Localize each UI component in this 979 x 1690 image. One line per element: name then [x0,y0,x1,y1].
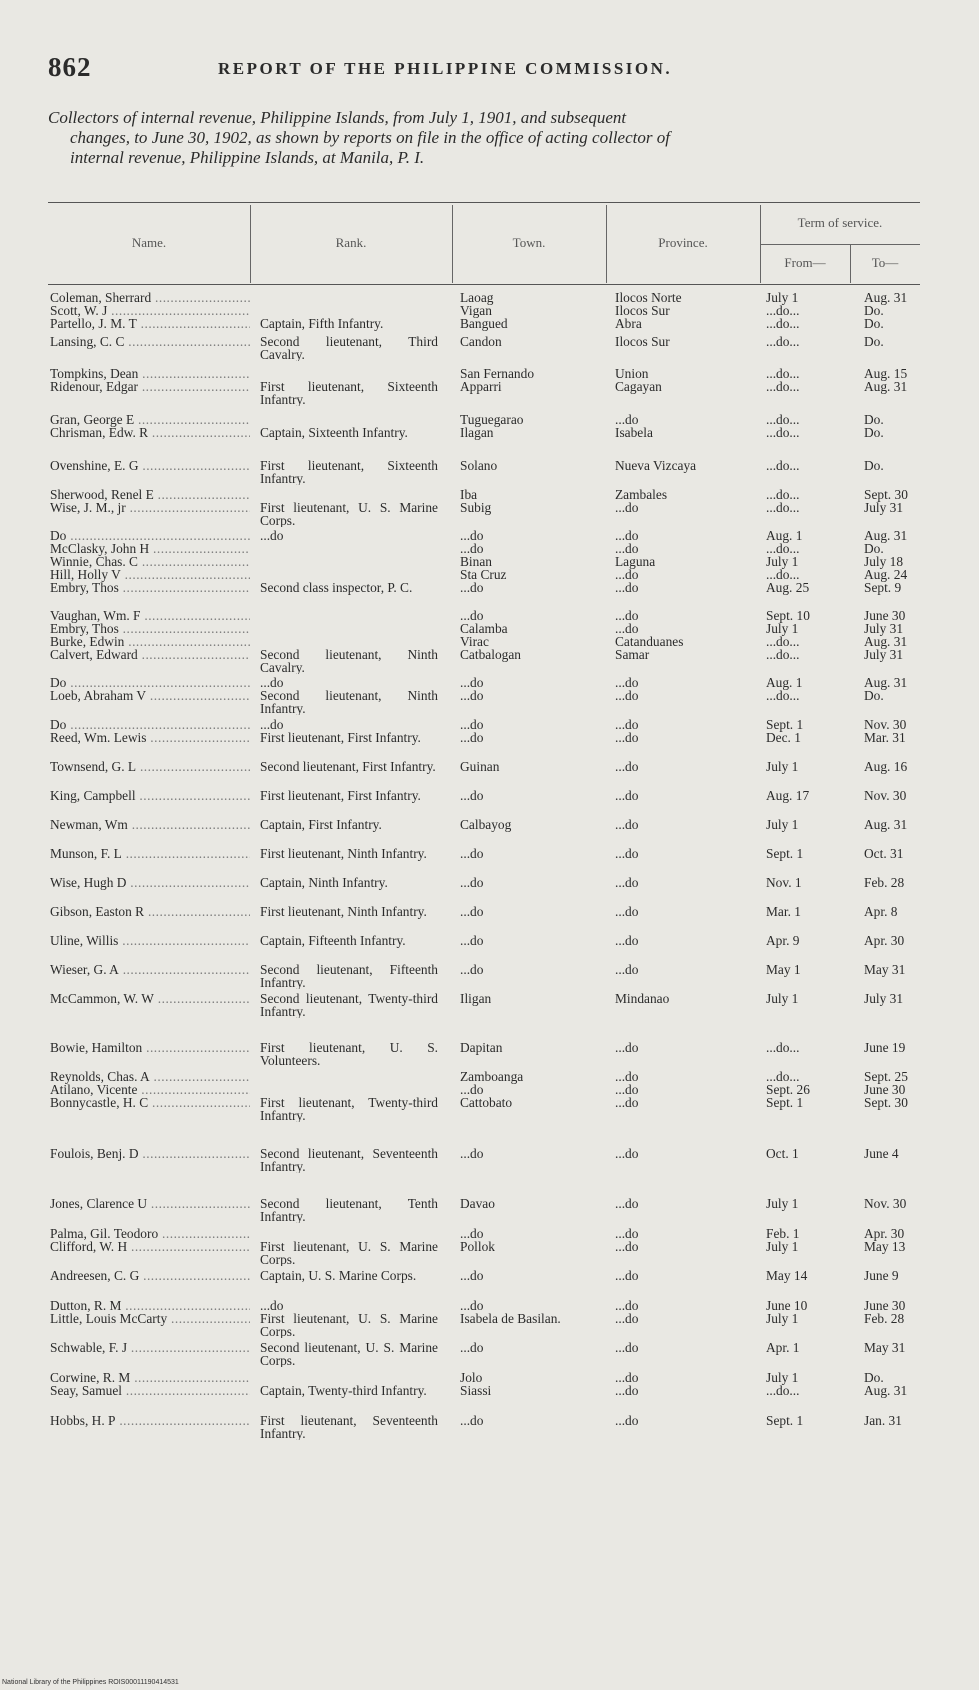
cell-town: ...do [460,1300,484,1313]
cell-rank: ...do [260,677,284,690]
cell-rank: Second lieutenant, Twenty-third Infantry. [260,993,438,1019]
cell-town: ...do [460,719,484,732]
cell-from: Sept. 26 [766,1084,810,1097]
cell-rank: First lieutenant, U. S. Volunteers. [260,1042,438,1068]
cell-province: ...do [615,502,639,515]
cell-name: Hill, Holly V ..... [50,569,250,582]
cell-province: Union [615,368,649,381]
cell-name: Newman, Wm ..... [50,819,250,832]
cell-province: ...do [615,761,639,774]
cell-name: Coleman, Sherrard ..... [50,292,250,305]
cell-to: Do. [864,318,884,331]
cell-from: ...do... [766,305,800,318]
cell-to: Sept. 25 [864,1071,908,1084]
cell-to: Do. [864,414,884,427]
cell-province: ...do [615,543,639,556]
cell-town: Laoag [460,292,494,305]
cell-province: Isabela [615,427,653,440]
col-name-header: Name. [131,235,167,250]
col-province-header: Province. [658,235,708,250]
cell-to: June 9 [864,1270,899,1283]
cell-name: Schwable, F. J ..... [50,1342,250,1355]
running-head: REPORT OF THE PHILIPPINE COMMISSION. [218,59,673,78]
cell-rank: Second lieutenant, Tenth Infantry. [260,1198,438,1224]
cell-from: July 1 [766,1313,799,1326]
cell-town: ...do [460,530,484,543]
cell-name: Hobbs, H. P ..... [50,1415,250,1428]
cell-to: July 31 [864,623,904,636]
cell-name: Winnie, Chas. C ..... [50,556,250,569]
cell-town: Candon [460,336,502,349]
cell-name: Clifford, W. H ..... [50,1241,250,1254]
cell-rank: Captain, U. S. Marine Corps. [260,1270,417,1283]
cell-from: Aug. 1 [766,530,803,543]
cell-province: ...do [615,935,639,948]
cell-province: Catanduanes [615,636,684,649]
cell-rank: ...do [260,530,284,543]
cell-name: Embry, Thos ..... [50,582,250,595]
cell-to: May 13 [864,1241,906,1254]
cell-from: ...do... [766,543,800,556]
cell-name: Loeb, Abraham V ..... [50,690,250,703]
cell-to: Apr. 30 [864,935,905,948]
cell-province: Cagayan [615,381,662,394]
cell-from: July 1 [766,1372,799,1385]
cell-to: Do. [864,427,884,440]
cell-name: Palma, Gil. Teodoro ..... [50,1228,250,1241]
cell-to: Do. [864,460,884,473]
cell-province: ...do [615,1198,639,1211]
cell-to: June 30 [864,1300,906,1313]
cell-from: Oct. 1 [766,1148,799,1161]
cell-province: ...do [615,1228,639,1241]
caption-line: Collectors of internal revenue, Philippine Islands, from July 1, 1901, and subsequent [48,108,627,127]
cell-town: Jolo [460,1372,483,1385]
cell-name: Do ..... [50,677,250,690]
cell-province: ...do [615,1097,639,1110]
cell-town: Tuguegarao [460,414,524,427]
cell-name: McCammon, W. W ..... [50,993,250,1006]
cell-province: ...do [615,1042,639,1055]
cell-rank: Captain, First Infantry. [260,819,382,832]
cell-from: ...do... [766,636,800,649]
cell-town: ...do [460,906,484,919]
cell-to: Jan. 31 [864,1415,902,1428]
cell-from: ...do... [766,318,800,331]
cell-from: Sept. 1 [766,848,804,861]
cell-rank: ...do [260,719,284,732]
cell-town: ...do [460,1270,484,1283]
cell-from: ...do... [766,1042,800,1055]
cell-from: Apr. 1 [766,1342,800,1355]
cell-from: July 1 [766,623,799,636]
cell-town: ...do [460,790,484,803]
cell-province: ...do [615,732,639,745]
cell-to: Aug. 31 [864,819,908,832]
cell-name: Bowie, Hamilton ..... [50,1042,250,1055]
cell-town: Ilagan [460,427,494,440]
cell-from: Sept. 1 [766,1097,804,1110]
cell-to: Sept. 30 [864,1097,908,1110]
cell-rank: First lieutenant, Sixteenth Infantry. [260,381,438,407]
cell-to: July 31 [864,502,904,515]
cell-town: Dapitan [460,1042,503,1055]
cell-town: Subig [460,502,492,515]
cell-town: Iba [460,489,478,502]
cell-from: ...do... [766,368,800,381]
cell-to: July 31 [864,993,904,1006]
cell-to: Aug. 31 [864,677,908,690]
cell-town: Zamboanga [460,1071,524,1084]
cell-from: ...do... [766,1385,800,1398]
cell-name: Chrisman, Edw. R ..... [50,427,250,440]
cell-province: Ilocos Sur [615,305,670,318]
cell-name: Bonnycastle, H. C ..... [50,1097,250,1110]
cell-name: Gibson, Easton R ..... [50,906,250,919]
cell-province: ...do [615,1313,639,1326]
cell-rank: First lieutenant, Sixteenth Infantry. [260,460,438,486]
cell-to: Sept. 9 [864,582,902,595]
cell-from: July 1 [766,819,799,832]
cell-town: Davao [460,1198,495,1211]
cell-name: Wise, Hugh D ..... [50,877,250,890]
cell-town: Sta Cruz [460,569,507,582]
cell-town: ...do [460,877,484,890]
cell-to: Mar. 31 [864,732,906,745]
cell-from: Apr. 9 [766,935,800,948]
cell-province: ...do [615,1241,639,1254]
cell-from: Nov. 1 [766,877,802,890]
cell-name: Do ..... [50,719,250,732]
cell-from: Sept. 1 [766,1415,804,1428]
cell-province: ...do [615,690,639,703]
cell-rank: First lieutenant, Ninth Infantry. [260,906,427,919]
cell-town: ...do [460,1084,484,1097]
cell-to: Aug. 31 [864,636,908,649]
cell-rank: First lieutenant, U. S. Marine Corps. [260,1241,438,1267]
cell-province: ...do [615,1270,639,1283]
cell-province: ...do [615,964,639,977]
cell-province: ...do [615,1372,639,1385]
cell-name: Partello, J. M. T ..... [50,318,250,331]
cell-province: ...do [615,1385,639,1398]
cell-from: July 1 [766,1198,799,1211]
cell-to: June 19 [864,1042,906,1055]
col-to-header: To— [871,255,899,270]
table-header-rule [48,284,920,285]
cell-town: ...do [460,610,484,623]
cell-rank: First lieutenant, First Infantry. [260,790,421,803]
cell-from: Aug. 17 [766,790,810,803]
cell-from: Feb. 1 [766,1228,800,1241]
cell-name: Reed, Wm. Lewis ..... [50,732,250,745]
cell-province: ...do [615,848,639,861]
cell-town: ...do [460,732,484,745]
cell-to: June 30 [864,610,906,623]
cell-province: ...do [615,414,639,427]
cell-to: July 31 [864,649,904,662]
cell-province: ...do [615,1084,639,1097]
cell-name: Uline, Willis ..... [50,935,250,948]
cell-to: Feb. 28 [864,1313,905,1326]
cell-town: Catbalogan [460,649,521,662]
cell-province: Samar [615,649,650,662]
cell-name: Munson, F. L ..... [50,848,250,861]
cell-to: Do. [864,305,884,318]
cell-province: Nueva Vizcaya [615,460,697,473]
cell-to: July 18 [864,556,904,569]
cell-town: Virac [460,636,489,649]
cell-town: ...do [460,543,484,556]
cell-from: ...do... [766,460,800,473]
cell-name: McClasky, John H ..... [50,543,250,556]
cell-to: Aug. 15 [864,368,908,381]
cell-to: Apr. 30 [864,1228,905,1241]
cell-from: May 14 [766,1270,808,1283]
cell-to: Do. [864,543,884,556]
cell-to: Nov. 30 [864,1198,907,1211]
cell-to: Aug. 31 [864,381,908,394]
cell-name: Little, Louis McCarty ..... [50,1313,250,1326]
cell-to: Do. [864,1372,884,1385]
cell-name: Calvert, Edward ..... [50,649,250,662]
table-header [48,205,920,283]
cell-rank: Captain, Fifth Infantry. [260,318,384,331]
cell-town: Pollok [460,1241,495,1254]
col-town-header: Town. [512,235,546,250]
table-top-rule [48,202,920,203]
cell-province: Ilocos Sur [615,336,670,349]
cell-province: ...do [615,790,639,803]
cell-name: Lansing, C. C ..... [50,336,250,349]
cell-town: ...do [460,1148,484,1161]
cell-rank: First lieutenant, First Infantry. [260,732,421,745]
cell-to: Sept. 30 [864,489,908,502]
cell-name: King, Campbell ..... [50,790,250,803]
cell-rank: Captain, Ninth Infantry. [260,877,388,890]
cell-rank: Second lieutenant, Third Cavalry. [260,336,438,362]
cell-rank: Second lieutenant, Seventeenth Infantry. [260,1148,438,1174]
cell-to: Aug. 16 [864,761,908,774]
cell-province: ...do [615,1415,639,1428]
cell-rank: First lieutenant, Seventeenth Infantry. [260,1415,438,1441]
cell-name: Seay, Samuel ..... [50,1385,250,1398]
cell-rank: Second lieutenant, U. S. Marine Corps. [260,1342,438,1368]
cell-from: July 1 [766,993,799,1006]
cell-name: Foulois, Benj. D ..... [50,1148,250,1161]
cell-town: Apparri [460,381,502,394]
cell-town: Siassi [460,1385,492,1398]
col-term-header: Term of service. [797,215,883,230]
cell-town: Iligan [460,993,492,1006]
cell-province: ...do [615,569,639,582]
cell-rank: Second lieutenant, Ninth Cavalry. [260,649,438,675]
cell-from: ...do... [766,414,800,427]
cell-name: Burke, Edwin ..... [50,636,250,649]
cell-name: Tompkins, Dean ..... [50,368,250,381]
caption-line: internal revenue, Philippine Islands, at Manila, P. I. [70,148,425,167]
cell-from: June 10 [766,1300,808,1313]
cell-name: Gran, George E ..... [50,414,250,427]
cell-name: Dutton, R. M ..... [50,1300,250,1313]
cell-to: Aug. 31 [864,530,908,543]
cell-to: May 31 [864,1342,906,1355]
scan-footer: National Library of the Philippines ROIS00011190414531 [2,1679,179,1686]
cell-town: ...do [460,848,484,861]
cell-name: Wieser, G. A ..... [50,964,250,977]
cell-name: Ridenour, Edgar ..... [50,381,250,394]
cell-town: ...do [460,935,484,948]
cell-rank: First lieutenant, U. S. Marine Corps. [260,502,438,528]
cell-province: ...do [615,677,639,690]
cell-name: Vaughan, Wm. F ..... [50,610,250,623]
cell-town: ...do [460,582,484,595]
cell-from: ...do... [766,1071,800,1084]
cell-from: Sept. 1 [766,719,804,732]
cell-province: ...do [615,877,639,890]
cell-town: Isabela de Basilan. [460,1313,561,1326]
cell-town: Binan [460,556,492,569]
cell-from: Sept. 10 [766,610,810,623]
cell-rank: First lieutenant, Ninth Infantry. [260,848,427,861]
cell-rank: Second lieutenant, First Infantry. [260,761,436,774]
cell-name: Townsend, G. L ..... [50,761,250,774]
cell-province: Abra [615,318,642,331]
cell-to: June 30 [864,1084,906,1097]
cell-from: July 1 [766,1241,799,1254]
cell-to: Aug. 31 [864,292,908,305]
cell-from: ...do... [766,502,800,515]
cell-to: Nov. 30 [864,719,907,732]
cell-rank: First lieutenant, U. S. Marine Corps. [260,1313,438,1339]
cell-town: Calamba [460,623,508,636]
cell-from: July 1 [766,556,799,569]
cell-town: ...do [460,1228,484,1241]
cell-rank: Captain, Twenty-third Infantry. [260,1385,427,1398]
cell-province: ...do [615,719,639,732]
cell-province: ...do [615,1148,639,1161]
cell-province: ...do [615,1071,639,1084]
cell-rank: Second class inspector, P. C. [260,582,413,595]
cell-province: ...do [615,1342,639,1355]
table-caption [48,108,928,168]
cell-town: Calbayog [460,819,512,832]
cell-to: Do. [864,336,884,349]
cell-province: Mindanao [615,993,670,1006]
cell-name: Corwine, R. M ..... [50,1372,250,1385]
cell-from: July 1 [766,292,799,305]
cell-name: Embry, Thos ..... [50,623,250,636]
cell-town: Bangued [460,318,508,331]
cell-province: ...do [615,906,639,919]
cell-rank: Captain, Fifteenth Infantry. [260,935,406,948]
cell-name: Jones, Clarence U ..... [50,1198,250,1211]
cell-town: ...do [460,964,484,977]
cell-from: ...do... [766,649,800,662]
cell-from: ...do... [766,690,800,703]
cell-from: May 1 [766,964,801,977]
cell-province: Zambales [615,489,668,502]
page-number: 862 [48,52,92,82]
cell-from: ...do... [766,381,800,394]
cell-to: Nov. 30 [864,790,907,803]
cell-to: Do. [864,690,884,703]
cell-to: May 31 [864,964,906,977]
cell-province: Ilocos Norte [615,292,682,305]
cell-to: June 4 [864,1148,899,1161]
cell-town: Guinan [460,761,500,774]
cell-from: Aug. 25 [766,582,810,595]
cell-rank: Captain, Sixteenth Infantry. [260,427,408,440]
cell-town: San Fernando [460,368,535,381]
col-from-header: From— [784,255,826,270]
col-rank-header: Rank. [335,235,367,250]
cell-from: ...do... [766,569,800,582]
cell-from: Mar. 1 [766,906,801,919]
page-header [48,52,928,82]
cell-town: ...do [460,1342,484,1355]
cell-province: ...do [615,623,639,636]
cell-province: ...do [615,1300,639,1313]
cell-town: Vigan [460,305,492,318]
cell-to: Aug. 24 [864,569,908,582]
cell-from: Dec. 1 [766,732,801,745]
cell-to: Feb. 28 [864,877,905,890]
cell-name: Do ..... [50,530,250,543]
cell-name: Ovenshine, E. G ..... [50,460,250,473]
caption-line: changes, to June 30, 1902, as shown by reports on file in the office of acting collector of [70,128,670,147]
cell-name: Atilano, Vicente ..... [50,1084,250,1097]
cell-name: Sherwood, Renel E ..... [50,489,250,502]
cell-name: Reynolds, Chas. A ..... [50,1071,250,1084]
cell-name: Scott, W. J ..... [50,305,250,318]
cell-town: ...do [460,677,484,690]
cell-from: Aug. 1 [766,677,803,690]
cell-province: ...do [615,610,639,623]
cell-rank: First lieutenant, Twenty-third Infantry. [260,1097,438,1123]
cell-rank: Second lieutenant, Fifteenth Infantry. [260,964,438,990]
cell-to: Aug. 31 [864,1385,908,1398]
cell-name: Wise, J. M., jr ..... [50,502,250,515]
cell-town: Cattobato [460,1097,513,1110]
cell-province: ...do [615,582,639,595]
cell-rank: ...do [260,1300,284,1313]
cell-from: ...do... [766,489,800,502]
cell-town: Solano [460,460,498,473]
cell-province: ...do [615,819,639,832]
cell-province: Laguna [615,556,656,569]
cell-name: Andreesen, C. G ..... [50,1270,250,1283]
cell-to: Oct. 31 [864,848,904,861]
cell-town: ...do [460,1415,484,1428]
cell-from: ...do... [766,427,800,440]
cell-town: ...do [460,690,484,703]
cell-rank: Second lieutenant, Ninth Infantry. [260,690,438,716]
cell-province: ...do [615,530,639,543]
cell-from: ...do... [766,336,800,349]
cell-to: Apr. 8 [864,906,898,919]
cell-from: July 1 [766,761,799,774]
